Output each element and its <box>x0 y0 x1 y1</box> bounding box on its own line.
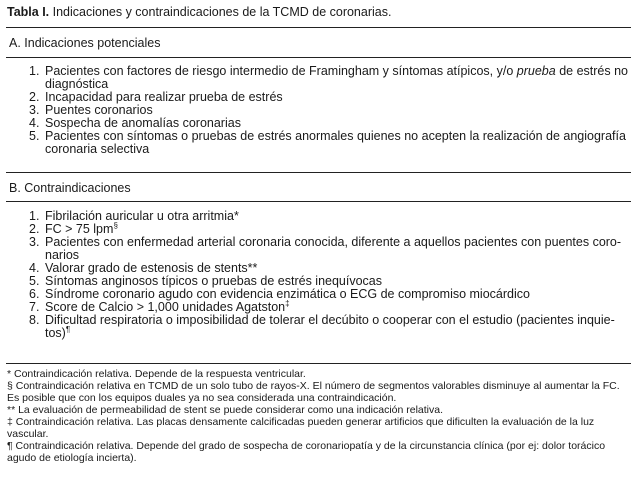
section-a-heading: A. Indicaciones potenciales <box>9 36 161 50</box>
table-title-text: Indicaciones y contraindicaciones de la TCMD de coronarias. <box>52 5 392 19</box>
section-b-rule <box>6 201 631 202</box>
table-title-prefix: Tabla I. <box>7 5 50 19</box>
footnotes-rule <box>6 363 631 364</box>
list-item: 5. Pacientes con síntomas o pruebas de estrés anormales quienes no acepten la realización de angiografía coronaria selectiva <box>29 129 626 156</box>
list-item: 1. Pacientes con factores de riesgo intermedio de Framingham y síntomas atípicos, y/o prueba de estrés no diagnóstica <box>29 64 628 91</box>
list-item: 1. Fibrilación auricular u otra arritmia* <box>29 209 239 223</box>
footnote: * Contraindicación relativa. Depende de la respuesta ventricular. <box>7 368 306 380</box>
indications-list <box>0 65 635 156</box>
footnote: ‡ Contraindicación relativa. Las placas densamente calcificadas pueden generar artificios que dificulten la evaluación de la luz vascular. <box>7 416 595 440</box>
list-item: 2. FC > 75 lpm§ <box>29 220 118 236</box>
list-item: 4. Valorar grado de estenosis de stents** <box>29 261 258 275</box>
list-item: 4. Sospecha de anomalías coronarias <box>29 116 241 130</box>
list-item: 2. Incapacidad para realizar prueba de estrés <box>29 90 283 104</box>
footnotes <box>7 368 631 464</box>
section-a-rule <box>6 57 631 58</box>
contraindications-list <box>0 210 635 340</box>
top-rule <box>6 27 631 28</box>
section-b-heading: B. Contraindicaciones <box>9 181 131 195</box>
table-title <box>7 5 391 20</box>
list-item: 8. Dificultad respiratoria o imposibilidad de tolerar el decúbito o cooperar con el estudio (pacientes inquie- tos)¶ <box>29 313 615 340</box>
list-item: 6. Síndrome coronario agudo con evidencia enzimática o ECG de compromiso miocárdico <box>29 287 530 301</box>
footnote: § Contraindicación relativa en TCMD de un solo tubo de rayos-X. El número de segmentos valorables disminuye al aumentar la FC. Es posible que con los equipos duales ya no sea considerada una contraindicación. <box>7 380 620 404</box>
list-item: 3. Pacientes con enfermedad arterial coronaria conocida, diferente a aquellos pacientes con puentes coro- narios <box>29 235 622 262</box>
footnote: ¶ Contraindicación relativa. Depende del grado de sospecha de coronariopatía y de la circunstancia clínica (por ej: dolor torácico agudo de etiología incierta). <box>7 440 606 464</box>
footnote: ** La evaluación de permeabilidad de stent se puede considerar como una indicación relativa. <box>7 404 444 416</box>
section-b-top-rule <box>6 172 631 173</box>
list-item: 7. Score de Calcio > 1,000 unidades Agatston‡ <box>29 298 290 314</box>
list-item: 3. Puentes coronarios <box>29 103 153 117</box>
list-item: 5. Síntomas anginosos típicos o pruebas de estrés inequívocas <box>29 274 383 288</box>
